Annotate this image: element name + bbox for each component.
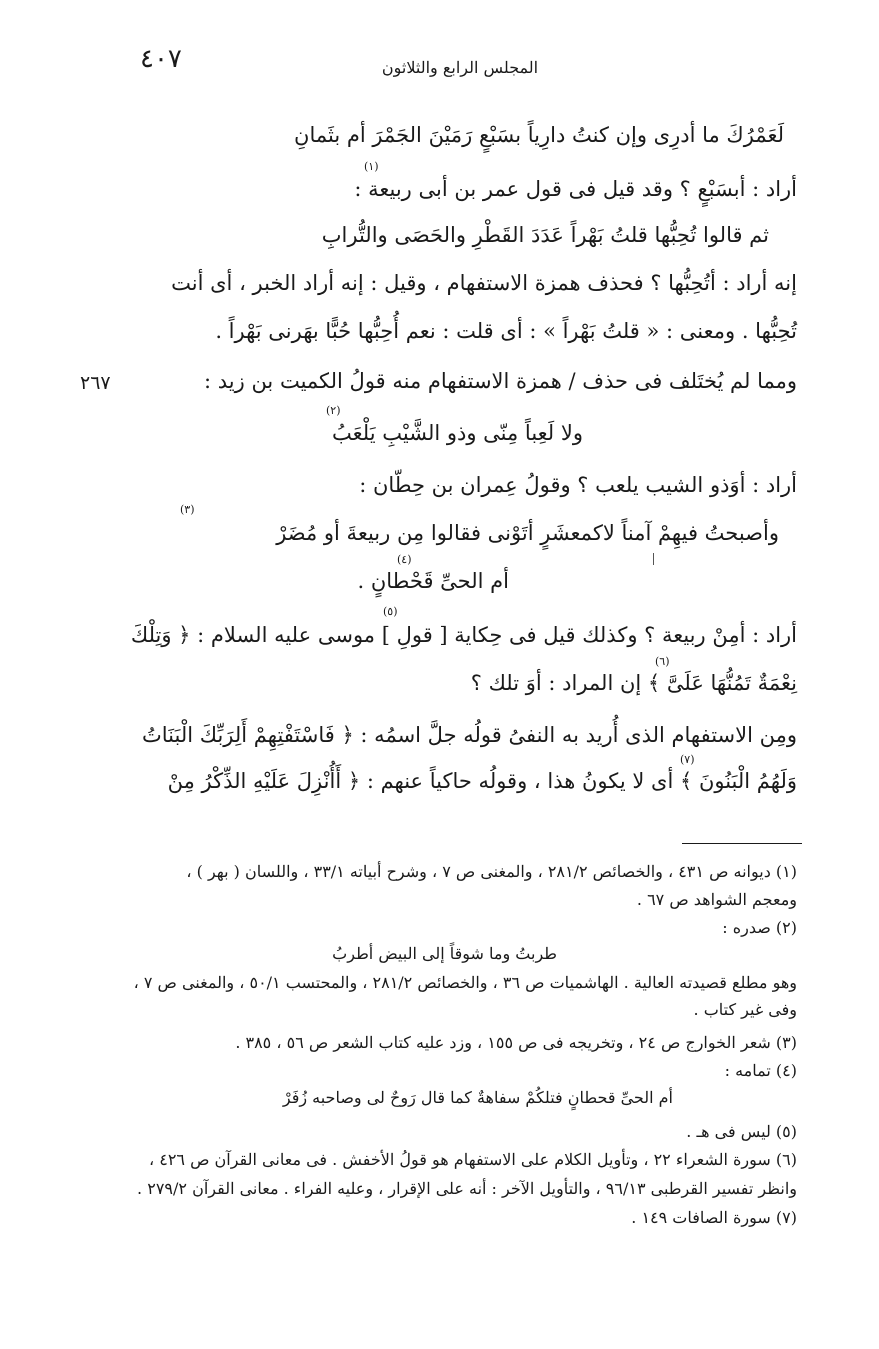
body-line (354, 176, 797, 203)
footnote-line: (٢) صدره : (722, 918, 797, 937)
footnote-marker: (٣) (180, 503, 195, 516)
body-line: نِعْمَةٌ تَمُنُّهَا عَلَىَّ ﴾ إن المراد : أوَ تلك ؟ (470, 671, 797, 695)
verse-line: أم الحىِّ قَحْطانٍ . (357, 569, 509, 593)
body-line: إنه أراد : أتُحِبُّها ؟ فحذف همزة الاستفهام ، وقيل : إنه أراد الخبر ، أى أنت (171, 271, 797, 295)
running-title: المجلس الرابع والثلاثون (381, 58, 539, 77)
footnote-verse: طربتُ وما شوقاً إلى البيض أطربُ (332, 944, 557, 963)
footnote-line: (٤) تمامه : (724, 1061, 797, 1080)
verse-line: وأصبحتُ فيهِمْ آمناً لاكمعشَرٍ أتَوْنى فقالوا مِن ربيعةَ أو مُضَرْ (276, 521, 779, 545)
footnote-marker: (٢) (326, 404, 341, 417)
body-line: تُحِبُّها . ومعنى : « قلتُ بَهْراً » : أى قلت : نعم أُحِبُّها حُبًّا بهَرنى بَهْراً . (215, 319, 797, 343)
footnote-line: وهو مطلع قصيدته العالية . الهاشميات ص ٣٦ ، والخصائص ٢٨١/٢ ، والمحتسب ٥٠/١ ، والمغنى ص ٧ ، (133, 973, 797, 992)
body-line: أراد : أوَذو الشيب يلعب ؟ وقولُ عِمران بن حِطّان : (359, 473, 797, 497)
margin-page-number: ٢٦٧ (80, 372, 111, 394)
body-line: أراد : أمِنْ ربيعة ؟ وكذلك قيل فى حِكاية [ قولِ ] موسى عليه السلام : ﴿ وَتِلْكَ (130, 623, 797, 647)
page-number: ٤٠٧ (140, 44, 182, 74)
verse-line: ولا لَعِباً مِنّى وذو الشَّيْبِ يَلْعَبُ (332, 421, 583, 445)
footnote-rule (682, 843, 802, 844)
footnote-marker: (١) (364, 160, 379, 173)
footnote-line: (١) ديوانه ص ٤٣١ ، والخصائص ٢٨١/٢ ، والمغنى ص ٧ ، وشرح أبياته ٣٣/١ ، واللسان ( بهر ) ، (186, 862, 797, 881)
verse-line: ثم قالوا تُحِبُّها قلتُ بَهْراً عَدَدَ القَطْرِ والحَصَى والتُّرابِ (321, 223, 769, 247)
footnote-marker: (٤) (397, 553, 412, 566)
footnote-line: (٥) ليس فى هـ . (686, 1122, 797, 1141)
footnote-line: ومعجم الشواهد ص ٦٧ . (636, 890, 797, 909)
verse-line: لَعَمْرُكَ ما أدرِى وإن كنتُ دارِياً بسَبْعٍ رَمَيْنَ الجَمْرَ أم بثَمانِ (294, 123, 784, 147)
footnote-line: (٦) سورة الشعراء ٢٢ ، وتأويل الكلام على الاستفهام هو قولُ الأخفش . فى معانى القرآن ص ٤٢٦ ، (148, 1150, 797, 1169)
footnote-line: (٣) شعر الخوارج ص ٢٤ ، وتخريجه فى ص ١٥٥ ، وزد عليه كتاب الشعر ص ٥٦ ، ٣٨٥ . (235, 1033, 797, 1052)
footnote-line: (٧) سورة الصافات ١٤٩ . (631, 1208, 797, 1227)
body-line: وَلَهُمُ الْبَنُونَ ﴾ أى لا يكونُ هذا ، وقولُه حاكياً عنهم : ﴿ أَأُنْزِلَ عَلَيْهِ الذِّكْرُ مِنْ (167, 769, 797, 793)
footnote-marker: (٥) (383, 605, 398, 618)
text-cursor-mark (653, 553, 654, 565)
body-line-text: أراد : أبسَبْعٍ ؟ وقد قيل فى قول عمر بن أبى ربيعة : (354, 177, 797, 201)
footnote-line: وانظر تفسير القرطبى ٩٦/١٣ ، والتأويل الآخر : أنه على الإقرار ، وعليه الفراء . معانى القرآن ٢٧٩/٢ . (137, 1179, 797, 1198)
body-line: ومما لم يُختَلف فى حذف / همزة الاستفهام منه قولُ الكميت بن زيد : (204, 369, 797, 393)
footnote-verse: أم الحىِّ قحطانٍ فتلكُمْ سفاهةٌ كما قال رَوحٌ لى وصاحبه زُفَرْ (282, 1088, 673, 1107)
footnote-marker: (٧) (680, 753, 695, 766)
body-line: ومِن الاستفهام الذى أُريد به النفىُ قولُه جلَّ اسمُه : ﴿ فَاسْتَفْتِهِمْ أَلِرَبِّكَ الْبَنَاتُ (142, 723, 797, 747)
footnote-line: وفى غير كتاب . (693, 1000, 797, 1019)
footnote-marker: (٦) (655, 655, 670, 668)
